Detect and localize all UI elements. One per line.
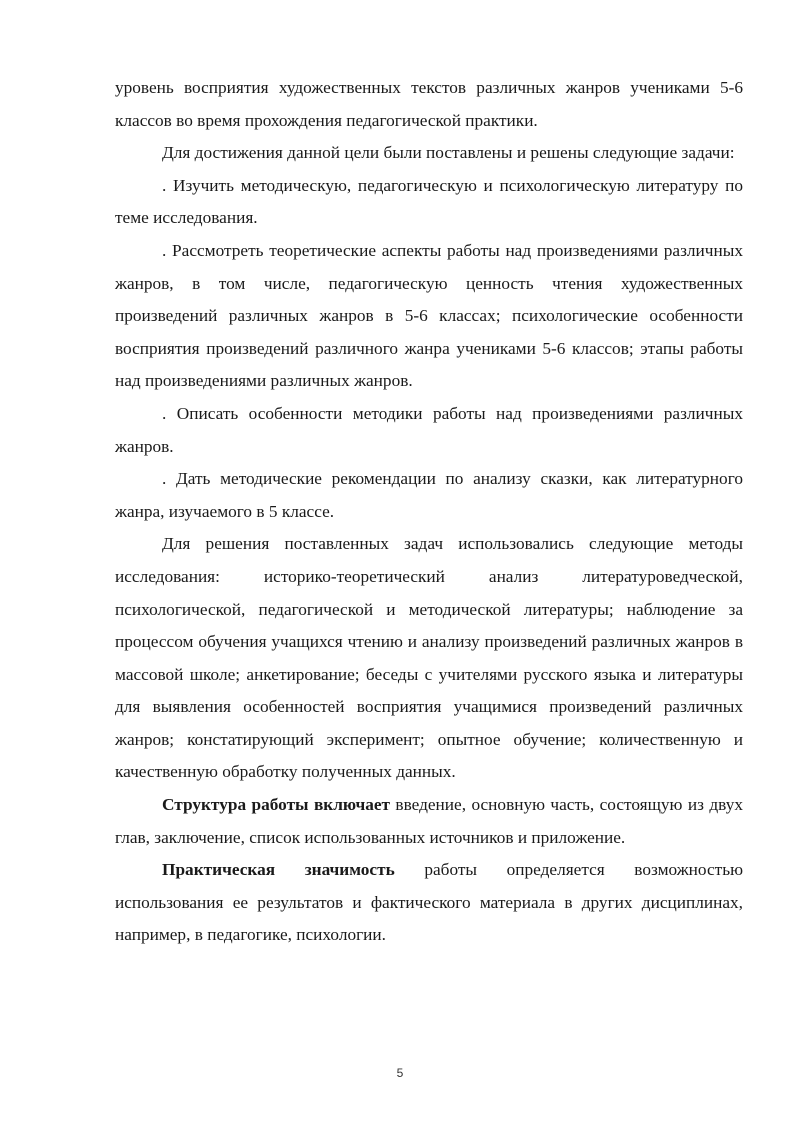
task-item-4: . Дать методические рекомендации по анализу сказки, как литературного жанра, изучаемого в 5 классе. xyxy=(115,469,743,521)
task-item-2: . Рассмотреть теоретические аспекты работы над произведениями различных жанров, в том числе, педагогическую ценность чтения художественных произведений различных жанров в 5-6 классах; психологические особенности восприятия произведений различного жанра учениками 5-6 классов; этапы работы над произведениями различных жанров. xyxy=(115,240,743,391)
document-body xyxy=(115,72,743,952)
paragraph-goal-continuation: уровень восприятия художественных текстов различных жанров учениками 5-6 классов во время прохождения педагогической практики. xyxy=(115,78,743,130)
significance-heading: Практическая значимость xyxy=(162,860,395,880)
page-number: 5 xyxy=(396,1066,404,1080)
paragraph-methods: Для решения поставленных задач использовались следующие методы исследования: историко-теоретический анализ литературоведческой, психологической, педагогической и методической литературы; наблюдение за процессом обучения учащихся чтению и анализу произведений различных жанров в массовой школе; анкетирование; беседы с учителями русского языка и литературы для выявления особенностей восприятия учащимися произведений различных жанров; констатирующий эксперимент; опытное обучение; количественную и качественную обработку полученных данных. xyxy=(115,534,743,782)
paragraph-significance xyxy=(115,854,743,952)
significance-text: работы определяется возможностью использования ее результатов и фактического материала в других дисциплинах, например, в педагогике, психологии. xyxy=(115,860,743,945)
task-item-3: . Описать особенности методики работы над произведениями различных жанров. xyxy=(115,403,743,456)
structure-text: введение, основную часть, состоящую из двух глав, заключение, список использованных источников и приложение. xyxy=(115,795,743,847)
paragraph-tasks-intro: Для достижения данной цели были поставлены и решены следующие задачи: xyxy=(162,143,735,163)
paragraph-structure xyxy=(115,789,743,854)
task-item-1: . Изучить методическую, педагогическую и психологическую литературу по теме исследования. xyxy=(115,175,743,228)
structure-heading: Структура работы включает xyxy=(162,795,391,815)
